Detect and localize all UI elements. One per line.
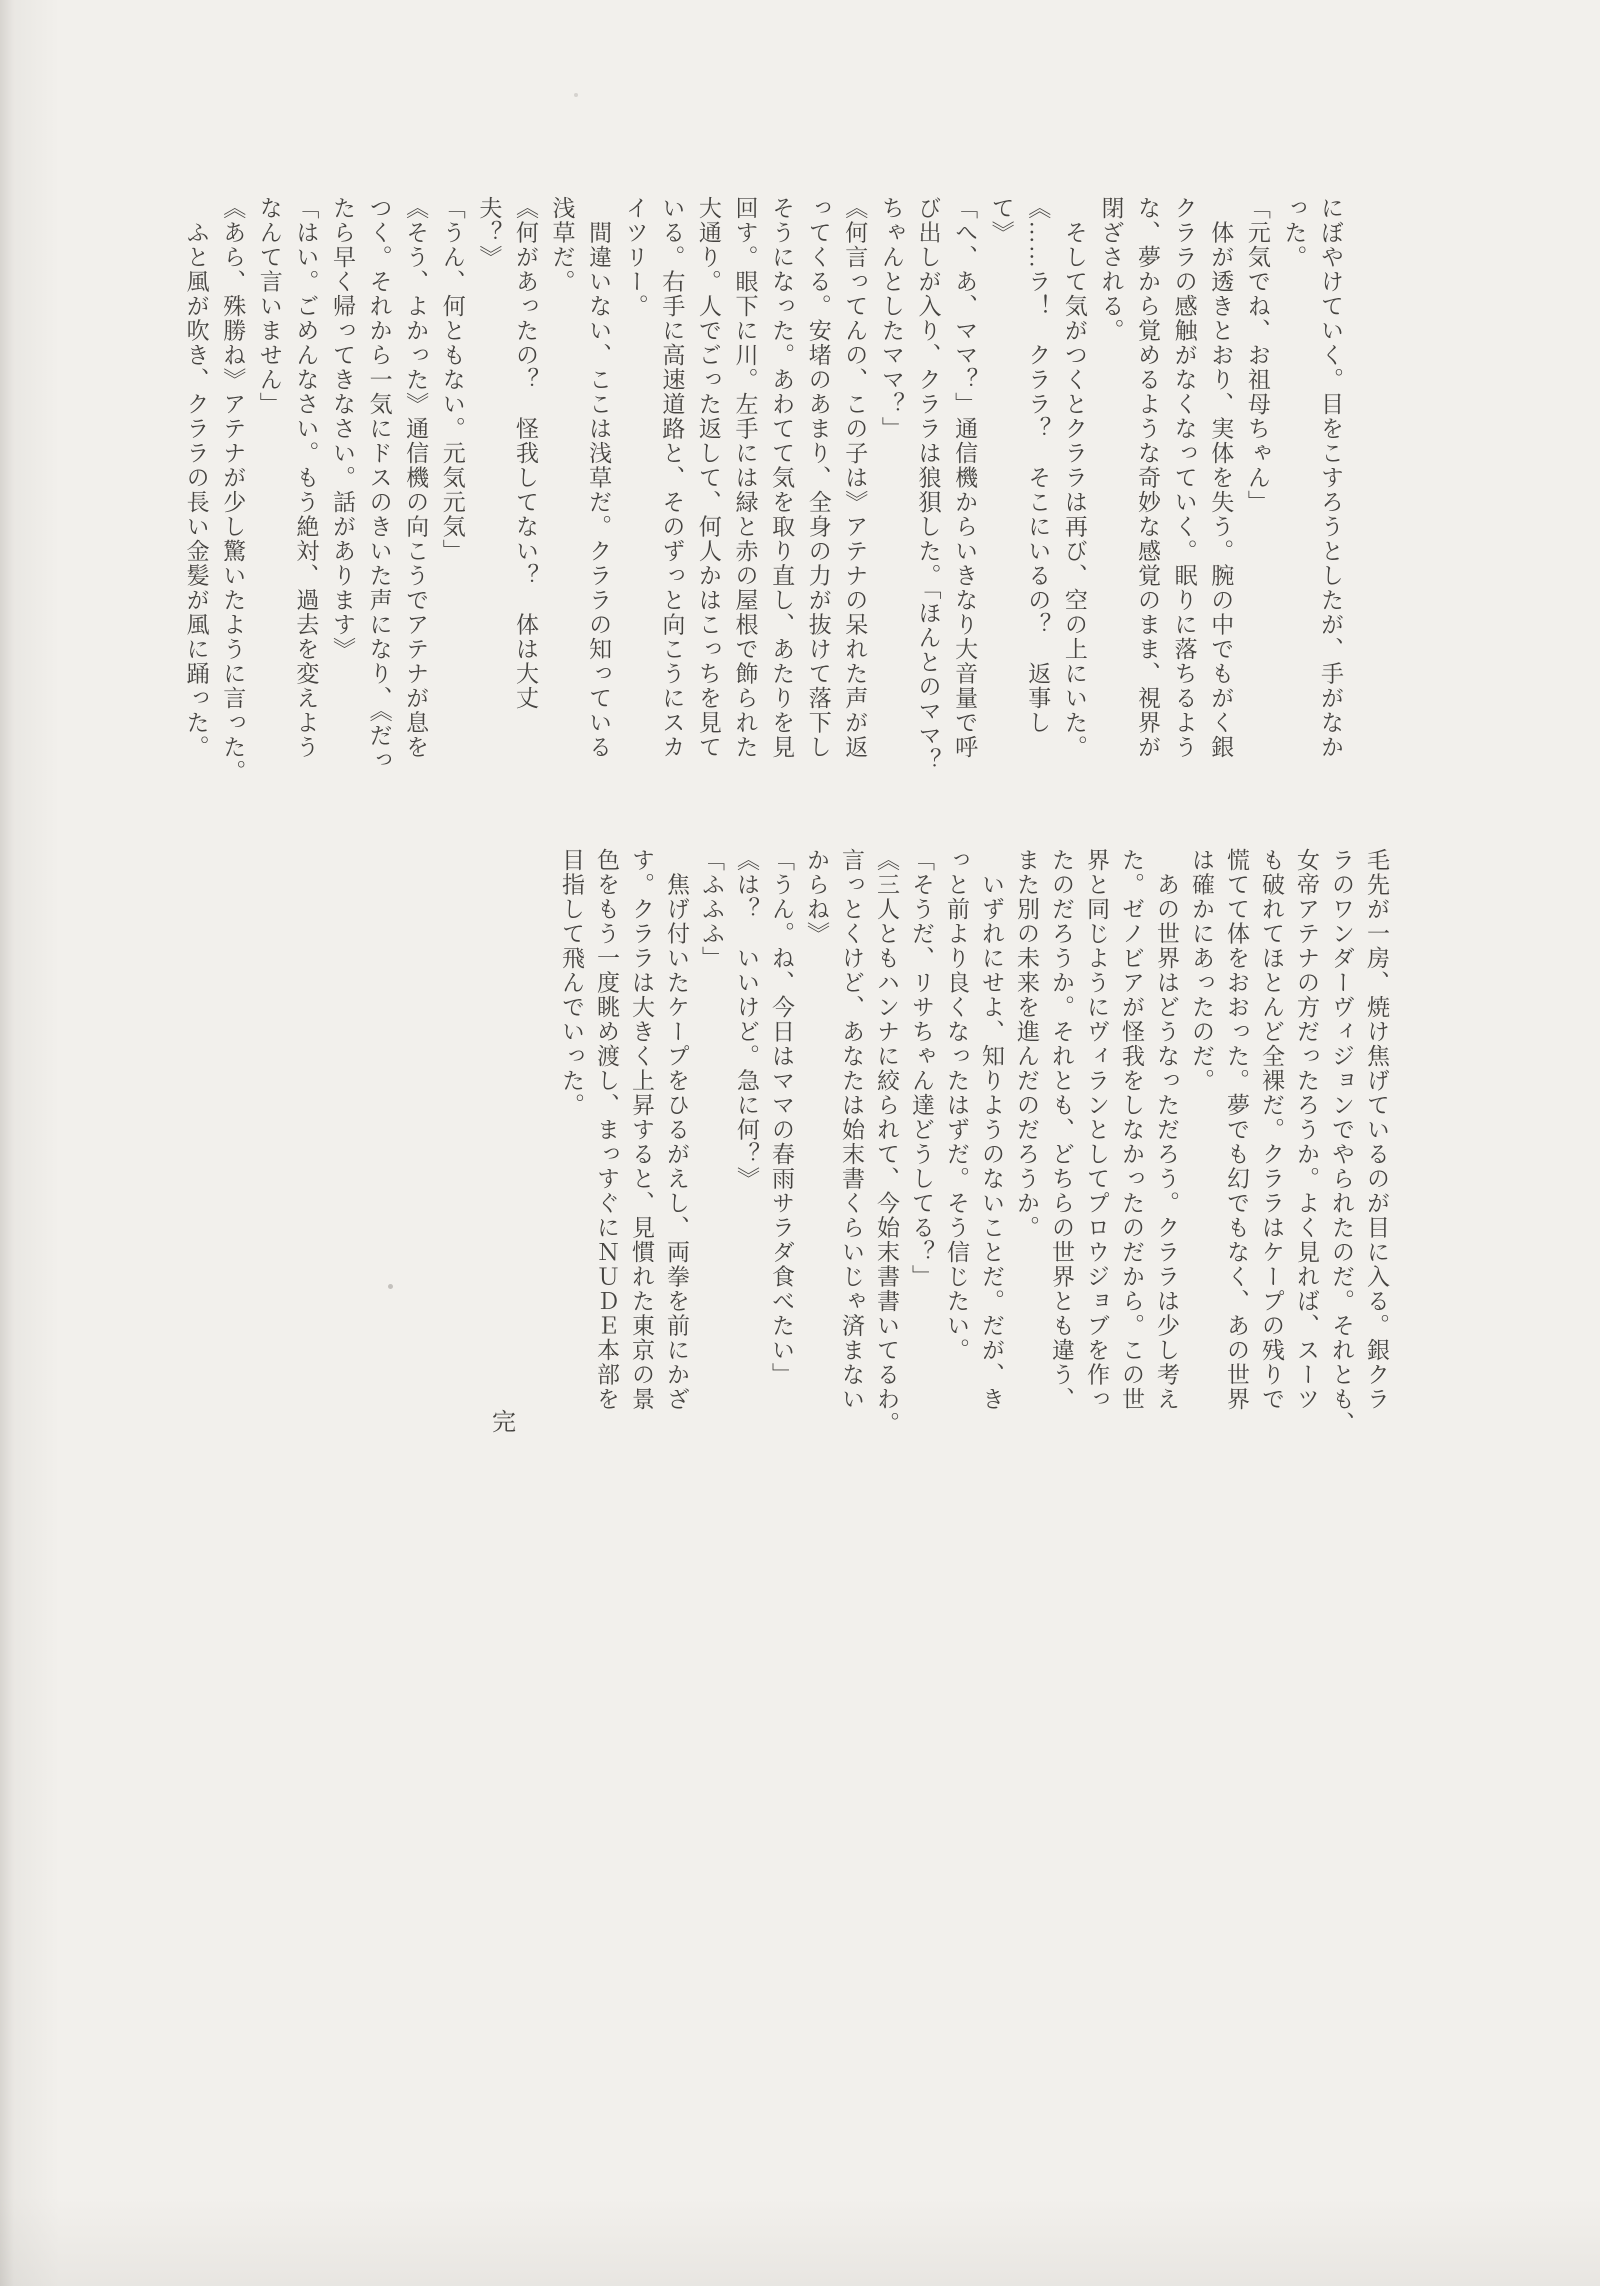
text-column: あの世界はどうなっただろう。クララは少し考え [1154, 848, 1179, 1412]
text-column: は確かにあったのだ。 [1189, 848, 1214, 1093]
text-column: 夫？》 [476, 196, 502, 270]
text-column: も破れてほとんど全裸だ。クララはケープの残りで [1259, 848, 1284, 1412]
text-column: ふと風が吹き、クララの長い金髪が風に踊った。 [183, 196, 209, 760]
text-column: 《三人ともハンナに絞られて、今始末書書いてるわ。 [874, 848, 899, 1436]
text-column: 焦げ付いたケープをひるがえし、両拳を前にかざ [664, 848, 689, 1412]
text-column: っと前より良くなったはずだ。そう信じたい。 [944, 848, 969, 1363]
text-column: 女帝アテナの方だったろうか。よく見れば、スーツ [1294, 848, 1319, 1412]
text-column: 《何言ってんの、この子は》アテナの呆れた声が返 [842, 196, 868, 760]
text-column: 界と同じようにヴィランとしてプロウジョブを作っ [1084, 848, 1109, 1412]
text-column: イツリー。 [622, 196, 648, 319]
text-column: 大通り。人でごった返して、何人かはこっちを見て [695, 196, 721, 760]
text-column: す。クララは大きく上昇すると、見慣れた東京の景 [629, 848, 654, 1412]
text-column: なんて言いません」 [256, 196, 282, 417]
ending-mark: 完 [492, 1410, 516, 1436]
text-column: いる。右手に高速道路と、そのずっと向こうにスカ [659, 196, 685, 760]
text-column: 慌てて体をおおった。夢でも幻でもなく、あの世界 [1224, 848, 1249, 1412]
text-column: 体が透きとおり、実体を失う。腕の中でもがく銀 [1208, 196, 1234, 760]
text-column: 毛先が一房、焼け焦げているのが目に入る。銀クラ [1364, 848, 1389, 1412]
scan-speck [388, 1284, 393, 1289]
text-column: また別の未来を進んだのだろうか。 [1014, 848, 1039, 1240]
text-column: 回す。眼下に川。左手には緑と赤の屋根で飾られた [732, 196, 758, 760]
scan-speck [574, 93, 578, 97]
text-column: 「元気でね、お祖母ちゃん」 [1244, 196, 1270, 515]
text-column: 「うん、何ともない。元気元気」 [439, 196, 465, 564]
text-column: クララの感触がなくなっていく。眠りに落ちるよう [1171, 196, 1197, 760]
text-column: び出しが入り、クララは狼狽した。「ほんとのママ？ [915, 196, 941, 773]
text-column: な、夢から覚めるような奇妙な感覚のまま、視界が [1135, 196, 1161, 760]
text-column: 言っとくけど、あなたは始末書くらいじゃ済まない [839, 848, 864, 1412]
text-column: 目指して飛んでいった。 [559, 848, 584, 1118]
text-column: ってくる。安堵のあまり、全身の力が抜けて落下し [805, 196, 831, 760]
text-column: 「そうだ、リサちゃん達どうしてる？」 [909, 848, 934, 1289]
upper-text-block [177, 196, 1348, 836]
text-column: たら早く帰ってきなさい。話があります》 [329, 196, 355, 662]
text-column: った。 [1281, 196, 1307, 270]
text-column: 《……ラ！ クララ？ そこにいるの？ 返事し [1025, 196, 1051, 735]
text-column: にぼやけていく。目をこすろうとしたが、手がなか [1318, 196, 1343, 760]
text-column: からね》 [804, 848, 829, 946]
text-column: 「へ、あ、ママ？」通信機からいきなり大音量で呼 [952, 196, 978, 760]
text-column: そして気がつくとクララは再び、空の上にいた。 [1061, 196, 1087, 760]
text-column: 「はい。ごめんなさい。もう絶対、過去を変えよう [293, 196, 319, 760]
text-column: 《あら、殊勝ね》アテナが少し驚いたように言った。 [220, 196, 246, 784]
text-column: たのだろうか。それとも、どちらの世界とも違う、 [1049, 848, 1074, 1412]
text-column: 閉ざされる。 [1098, 196, 1124, 343]
text-column: 浅草だ。 [549, 196, 575, 294]
text-column: た。ゼノビアが怪我をしなかったのだから。この世 [1119, 848, 1144, 1412]
lower-text-block [554, 848, 1394, 1488]
text-column: 「ふふふ」 [699, 848, 724, 971]
text-column: いずれにせよ、知りようのないことだ。だが、き [979, 848, 1004, 1412]
text-column: 《そう、よかった》通信機の向こうでアテナが息を [403, 196, 429, 760]
text-column: 「うん。ね、今日はママの春雨サラダ食べたい」 [769, 848, 794, 1387]
text-column: ちゃんとしたママ？」 [878, 196, 904, 441]
text-column: 間違いない、ここは浅草だ。クララの知っている [586, 196, 612, 760]
text-column: そうになった。あわてて気を取り直し、あたりを見 [769, 196, 795, 760]
text-column: 《は？ いいけど。急に何？》 [734, 848, 759, 1191]
text-column: て》 [988, 196, 1014, 245]
text-column: 《何があったの？ 怪我してない？ 体は大丈 [512, 196, 538, 711]
text-column: 色をもう一度眺め渡し、まっすぐにＮＵＤＥ本部を [594, 848, 619, 1412]
text-column: ラのワンダーヴィジョンでやられたのだ。それとも、 [1329, 848, 1354, 1436]
text-column: つく。それから一気にドスのきいた声になり、《だっ [366, 196, 392, 773]
